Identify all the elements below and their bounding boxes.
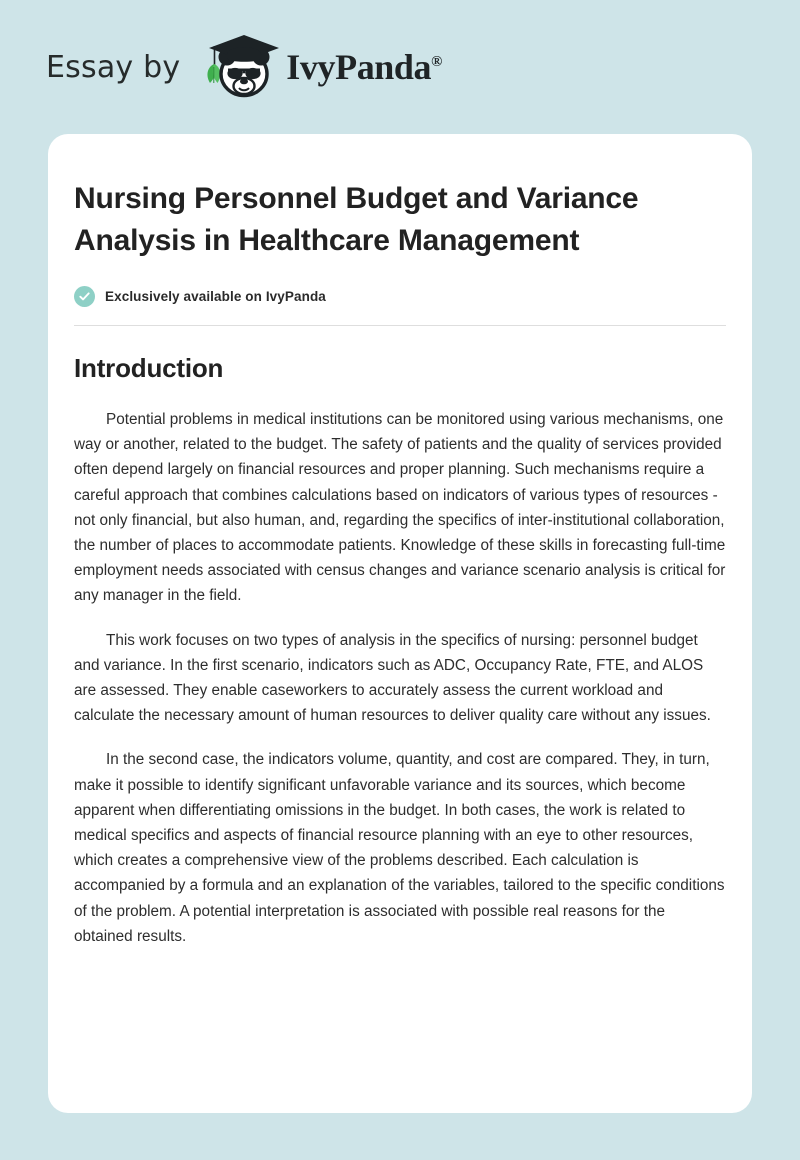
panda-graduate-icon <box>196 31 284 103</box>
page-title: Nursing Personnel Budget and Variance Analysis in Healthcare Management <box>74 182 639 257</box>
paragraph: This work focuses on two types of analysis in the specifics of nursing: personnel budget and variance. In the first scenario, indicators such as ADC, Occupancy Rate, FTE, and ALOS are assessed. They enable caseworkers to accurately assess the current workload and calculate the necessary amount of human resources to deliver quality care without any issues. <box>74 631 711 725</box>
essay-by-label: Essay by <box>46 49 181 85</box>
brand-header <box>0 0 800 134</box>
paragraph: In the second case, the indicators volume, quantity, and cost are compared. They, in turn, make it possible to identify significant unfavorable variance and its sources, which become apparent when differentiating omissions in the budget. In both cases, the work is related to medical specifics and aspects of financial resource planning with an eye to other resources, which creates a comprehensive view of the problems described. Each calculation is accompanied by a formula and an explanation of the variables, tailored to the specific conditions of the problem. A potential interpretation is associated with possible real reasons for the obtained results. <box>74 751 725 945</box>
exclusive-availability-badge <box>74 286 726 307</box>
paper-content <box>74 178 726 949</box>
paragraph: Potential problems in medical institutions can be monitored using various mechanisms, one way or another, related to the budget. The safety of patients and the quality of services provided often depend largely on financial resources and proper planning. Such mechanisms require a careful approach that combines calculations based on indicators of various types of resources - not only financial, but also human, and, regarding the specifics of inter-institutional collaboration, the number of places to accommodate patients. Knowledge of these skills in forecasting full-time employment needs associated with census changes and variance scenario analysis is critical for any manager in the field. <box>74 411 726 605</box>
section-heading-introduction: Introduction <box>74 353 224 383</box>
ivypanda-wordmark <box>286 46 442 88</box>
registered-trademark-symbol: ® <box>431 54 442 70</box>
essay-paper-card <box>48 134 752 1113</box>
title-divider <box>74 325 726 326</box>
check-circle-icon <box>74 286 95 307</box>
ivypanda-logo[interactable] <box>196 31 442 103</box>
wordmark-text: IvyPanda <box>286 47 432 87</box>
exclusive-availability-label: Exclusively available on IvyPanda <box>105 289 326 304</box>
